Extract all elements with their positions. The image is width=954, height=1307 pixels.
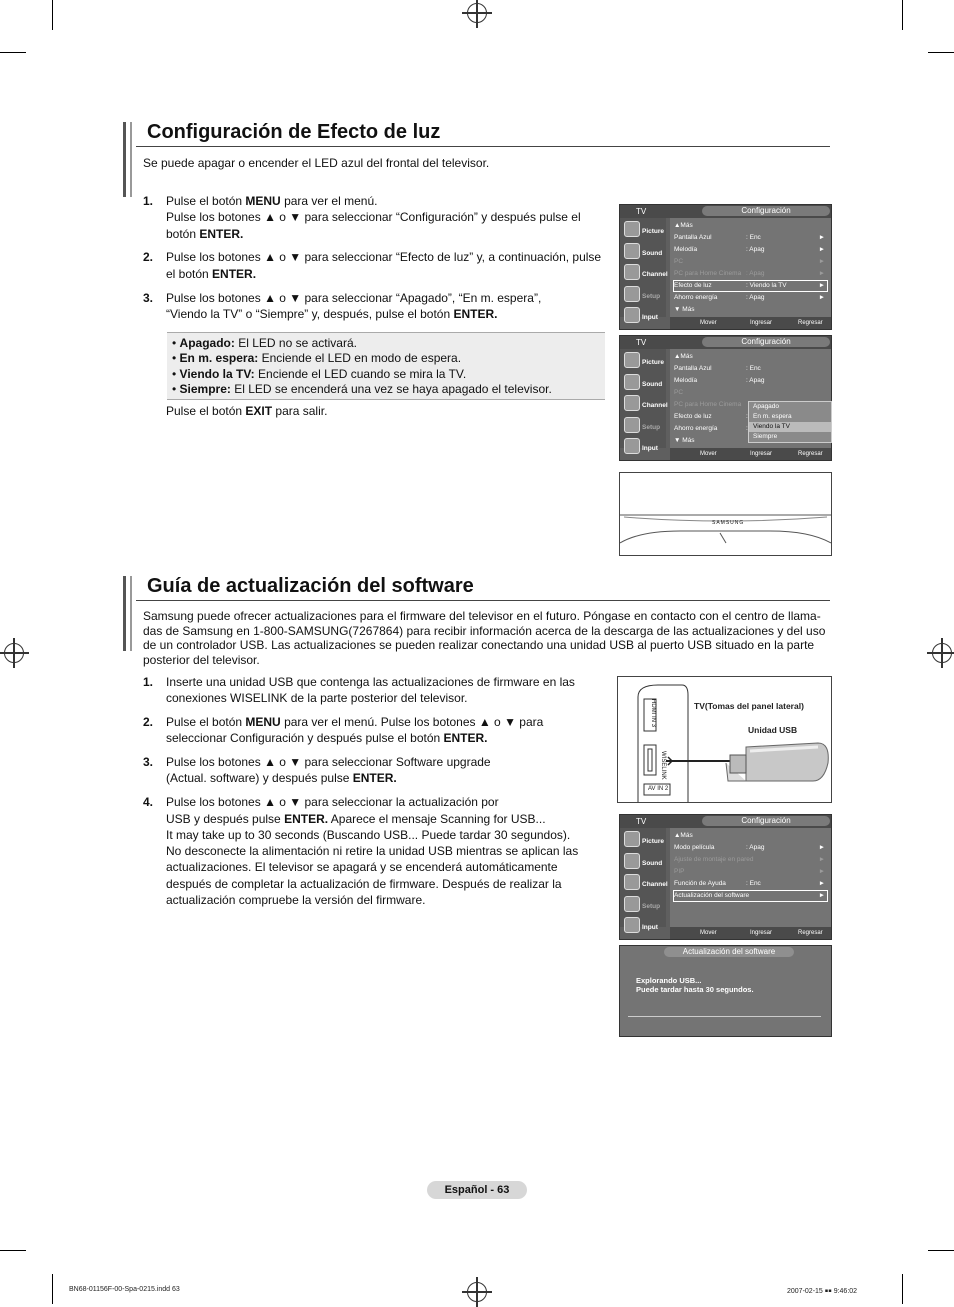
- menu-tab-label: Picture: [642, 359, 665, 366]
- step-line: después de completar la actualización de firmware. Después de realizar la: [166, 876, 562, 891]
- menu-tab-setup: [622, 895, 666, 915]
- menu-tab-sound: [622, 373, 666, 393]
- step-line: conexiones WISELINK de la parte posterior del televisor.: [166, 691, 468, 706]
- picture-icon: [624, 831, 640, 847]
- option-item: En m. espera: [753, 413, 792, 420]
- menu-row-value: : Enc: [746, 880, 761, 887]
- setup-icon: [624, 286, 640, 302]
- menu-tab-label: Input: [642, 445, 658, 452]
- menu-title: Configuración: [702, 337, 830, 347]
- step-line: USB y después pulse ENTER. Aparece el mensaje Scanning for USB...: [166, 811, 546, 826]
- menu-tab-label: Input: [642, 314, 658, 321]
- tv-bezel-illustration: [620, 473, 831, 555]
- step-text: [166, 754, 491, 787]
- menu-body: [670, 349, 831, 448]
- sound-icon: [624, 853, 640, 869]
- section-intro: Se puede apagar o encender el LED azul del frontal del televisor.: [143, 156, 490, 170]
- crop-mark: [52, 1274, 53, 1304]
- menu-sidebar: [620, 218, 668, 321]
- port-label: AV IN 2: [648, 786, 669, 792]
- menu-row-value: : Apag: [746, 294, 765, 301]
- step-number: 2.: [143, 715, 154, 730]
- input-icon: [624, 307, 640, 323]
- step-line: Pulse los botones ▲ o ▼ para seleccionar “Apagado”, “En m. espera”,: [166, 290, 542, 305]
- step-line: el botón ENTER.: [166, 266, 257, 281]
- port-label: WISELINK: [660, 751, 666, 780]
- intro-line: Samsung puede ofrecer actualizaciones para el firmware del televisor en el futuro. Póngase en contacto con el centro de llama-: [143, 609, 821, 623]
- menu-row-label: Melodía: [674, 246, 698, 253]
- note-item: • Apagado: El LED no se activará.: [172, 336, 357, 350]
- note-term: Siempre:: [179, 381, 231, 396]
- menu-row-label: PC: [674, 389, 684, 396]
- menu-row-arrow: ►: [818, 246, 825, 253]
- menu-tab-input: [622, 437, 666, 457]
- note-term: En m. espera:: [179, 351, 259, 366]
- step-text: [166, 714, 543, 747]
- menu-tab-label: Sound: [642, 859, 663, 867]
- menu-tab-label: Channel: [642, 402, 668, 409]
- menu-row-arrow: ►: [818, 880, 825, 887]
- note-item: • Siempre: El LED se encenderá una vez se haya apagado el televisor.: [172, 381, 552, 396]
- channel-icon: [624, 874, 640, 890]
- menu-tab-channel: [622, 263, 666, 283]
- step-line: No desconecte la alimentación ni retire la unidad USB mientras se aplican las: [166, 844, 579, 859]
- tv-menu-screenshot: [619, 814, 832, 940]
- step-line: Pulse los botones ▲ o ▼ para seleccionar la actualización por: [166, 795, 499, 810]
- menu-sidebar: [620, 828, 668, 931]
- menu-tab-label: Setup: [642, 423, 661, 431]
- menu-tab-label: Channel: [642, 271, 668, 278]
- note-term: Apagado:: [179, 336, 235, 350]
- intro-line: posterior del televisor.: [143, 652, 260, 667]
- menu-tab-label: Setup: [642, 292, 661, 300]
- step-number: 3.: [143, 755, 154, 770]
- option-popup: [748, 401, 832, 443]
- channel-icon: [624, 264, 640, 280]
- menu-row-label: ▼ Más: [674, 437, 695, 444]
- tv-panel-label: TV(Tomas del panel lateral): [694, 701, 804, 711]
- menu-tab-label: Input: [642, 924, 658, 931]
- menu-row-label: Melodía: [674, 377, 698, 384]
- menu-row-arrow: ►: [818, 844, 825, 851]
- footer-return: Regresar: [798, 320, 823, 326]
- note-item: • Viendo la TV: Enciende el LED cuando se mira la TV.: [172, 366, 467, 381]
- menu-sidebar: [620, 349, 668, 452]
- usb-drive-label: Unidad USB: [748, 725, 798, 735]
- note-desc: Enciende el LED cuando se mira la TV.: [254, 366, 467, 381]
- menu-row: [674, 233, 827, 243]
- menu-tab-setup: [622, 416, 666, 436]
- usb-illustration: [618, 677, 831, 802]
- menu-row: [674, 269, 827, 279]
- menu-row-value: : Apag: [746, 377, 765, 384]
- note-desc: El LED no se activará.: [234, 336, 357, 350]
- menu-tab-label: Picture: [642, 228, 665, 235]
- menu-row-value: : Apag: [746, 844, 765, 851]
- menu-row: [674, 388, 827, 398]
- section-title: Configuración de Efecto de luz: [147, 121, 441, 143]
- menu-row: [674, 257, 827, 267]
- crop-mark: [0, 52, 26, 53]
- port-label: HDMI IN 3: [650, 699, 656, 728]
- status-line: Explorando USB...: [636, 976, 702, 985]
- menu-row: [674, 352, 827, 362]
- menu-row-label: Función de Ayuda: [674, 880, 726, 887]
- menu-row-label: Ahorro energía: [674, 294, 718, 301]
- software-update-screen: [619, 945, 832, 1037]
- section-bar: [123, 576, 126, 651]
- note-item: • En m. espera: Enciende el LED en modo de espera.: [172, 351, 462, 366]
- menu-title: Configuración: [702, 816, 830, 826]
- menu-row-label: Pantalla Azul: [674, 365, 712, 372]
- menu-row-label: Efecto de luz: [674, 282, 712, 289]
- crop-mark: [902, 0, 903, 30]
- step-line: “Viendo la TV” o “Siempre” y, después, pulse el botón ENTER.: [166, 306, 498, 321]
- crop-mark: [928, 52, 954, 53]
- section-bar: [123, 122, 126, 197]
- menu-row: [674, 364, 827, 374]
- footer-move: Mover: [700, 930, 717, 936]
- step-number: 1.: [143, 675, 154, 689]
- step-text: [166, 249, 601, 282]
- menu-row: [674, 245, 827, 255]
- step-text: [166, 290, 541, 323]
- menu-row-label: PC para Home Cinema: [674, 401, 742, 408]
- step-line: Pulse los botones ▲ o ▼ para seleccionar “Efecto de luz” y, a continuación, pulse: [166, 250, 602, 265]
- menu-source-label: TV: [636, 338, 647, 347]
- menu-row: [674, 867, 827, 877]
- menu-row: [674, 376, 827, 386]
- section-bar: [130, 122, 132, 197]
- registration-mark-icon: [467, 3, 487, 23]
- input-icon: [624, 438, 640, 454]
- menu-tab-sound: [622, 242, 666, 262]
- usb-figure: [617, 676, 832, 803]
- menu-row-label: ▲Más: [674, 222, 693, 229]
- menu-row: [674, 221, 827, 231]
- menu-row-label: Pantalla Azul: [674, 234, 712, 241]
- menu-tab-input: [622, 306, 666, 326]
- option-item: Viendo la TV: [749, 422, 831, 432]
- step-text: [166, 674, 575, 707]
- step-line: actualización compruebe la versión del firmware.: [166, 893, 426, 908]
- menu-tab-label: Channel: [642, 881, 668, 888]
- progress-line: [628, 1016, 821, 1017]
- channel-icon: [624, 395, 640, 411]
- crop-mark: [52, 0, 53, 30]
- menu-row: [674, 891, 827, 901]
- section-bar: [130, 576, 132, 651]
- step-number: 1.: [143, 194, 154, 208]
- menu-row-arrow: ►: [818, 294, 825, 301]
- menu-tab-picture: [622, 220, 666, 240]
- input-icon: [624, 917, 640, 933]
- led-figure: [619, 472, 832, 556]
- setup-icon: [624, 896, 640, 912]
- footer-enter: Ingresar: [750, 451, 773, 457]
- exit-instruction: Pulse el botón EXIT para salir.: [166, 404, 328, 418]
- menu-row-label: Modo película: [674, 844, 715, 851]
- file-info: BN68-01156F-00-Spa-0215.indd 63: [69, 1286, 180, 1293]
- step-text: [166, 794, 578, 908]
- footer-move: Mover: [700, 451, 717, 457]
- step-number: 2.: [143, 250, 154, 265]
- menu-row-value: : Enc: [746, 234, 761, 241]
- menu-tab-label: Setup: [642, 902, 661, 910]
- tv-menu-screenshot: [619, 204, 832, 330]
- sound-icon: [624, 243, 640, 259]
- option-item: Apagado: [753, 403, 780, 410]
- menu-row: [674, 293, 827, 303]
- menu-tab-setup: [622, 285, 666, 305]
- menu-row-label: ▲Más: [674, 353, 693, 360]
- menu-row: [674, 831, 827, 841]
- menu-source-label: TV: [636, 207, 647, 216]
- footer-return: Regresar: [798, 930, 823, 936]
- menu-tab-sound: [622, 852, 666, 872]
- menu-header: [620, 205, 831, 218]
- crop-mark: [902, 1274, 903, 1304]
- menu-tab-channel: [622, 394, 666, 414]
- menu-body: [670, 218, 831, 317]
- menu-row-arrow: ►: [818, 270, 825, 277]
- step-line: actualizaciones. El televisor se apagará y se encenderá automáticamente: [166, 860, 558, 875]
- step-line: (Actual. software) y después pulse ENTER.: [166, 771, 397, 786]
- setup-icon: [624, 417, 640, 433]
- menu-row-label: Actualización del software: [674, 892, 750, 899]
- step-line: Pulse el botón MENU para ver el menú. Pulse los botones ▲ o ▼ para: [166, 715, 544, 730]
- menu-row-arrow: ►: [818, 868, 825, 875]
- menu-row-label: PC: [674, 258, 684, 265]
- menu-tab-label: Sound: [642, 380, 663, 388]
- crop-mark: [0, 1250, 26, 1251]
- menu-row-value: : Apag: [746, 270, 765, 277]
- registration-mark-icon: [932, 643, 952, 663]
- menu-tab-channel: [622, 873, 666, 893]
- section-title: Guía de actualización del software: [147, 575, 474, 597]
- note-desc: El LED se encenderá una vez se haya apagado el televisor.: [230, 381, 552, 396]
- step-line: Pulse los botones ▲ o ▼ para seleccionar “Configuración” y después pulse el: [166, 210, 581, 225]
- menu-row-value: : Viendo la TV: [746, 282, 787, 289]
- menu-footer: [670, 317, 831, 329]
- menu-tab-label: Sound: [642, 249, 663, 257]
- menu-row-value: : Enc: [746, 365, 761, 372]
- registration-mark-icon: [4, 643, 24, 663]
- menu-row-arrow: ►: [818, 282, 825, 289]
- menu-row: [674, 855, 827, 865]
- step-line: botón ENTER.: [166, 226, 244, 241]
- intro-line: das de Samsung en 1-800-SAMSUNG(7267864) para recibir información acerca de la descarga de las actualizaciones y del uso: [143, 623, 826, 638]
- menu-row-label: Efecto de luz: [674, 413, 712, 420]
- menu-row: [674, 305, 827, 315]
- footer-move: Mover: [700, 320, 717, 326]
- step-line: Pulse los botones ▲ o ▼ para seleccionar Software upgrade: [166, 755, 491, 770]
- menu-source-label: TV: [636, 817, 647, 826]
- brand-label: SAMSUNG: [712, 520, 745, 526]
- menu-title: Configuración: [702, 206, 830, 216]
- status-line: Puede tardar hasta 30 segundos.: [636, 985, 754, 994]
- menu-row: [674, 281, 827, 291]
- tv-menu-screenshot: [619, 335, 832, 461]
- menu-header: [620, 336, 831, 349]
- footer-return: Regresar: [798, 451, 823, 457]
- menu-row-arrow: ►: [818, 856, 825, 863]
- menu-tab-picture: [622, 351, 666, 371]
- menu-row-label: PC para Home Cinema: [674, 270, 742, 277]
- step-line: It may take up to 30 seconds (Buscando USB... Puede tardar 30 segundos).: [166, 827, 571, 842]
- menu-row-label: ▼ Más: [674, 306, 695, 313]
- menu-tab-label: Picture: [642, 838, 665, 845]
- page-number: Español - 63: [427, 1181, 527, 1199]
- menu-row-value: : Apag: [746, 246, 765, 253]
- footer-enter: Ingresar: [750, 320, 773, 326]
- menu-footer: [670, 448, 831, 460]
- menu-footer: [670, 927, 831, 939]
- step-line: seleccionar Configuración y después pulse el botón ENTER.: [166, 731, 488, 746]
- screen-title: Actualización del software: [664, 947, 794, 957]
- menu-header: [620, 815, 831, 828]
- menu-row-value: :: [746, 425, 748, 432]
- note-term: Viendo la TV:: [179, 366, 255, 381]
- crop-mark: [928, 1250, 954, 1251]
- picture-icon: [624, 221, 640, 237]
- option-item: Siempre: [753, 433, 778, 440]
- menu-row-label: PIP: [674, 868, 685, 875]
- menu-row: [674, 843, 827, 853]
- step-number: 3.: [143, 290, 154, 305]
- intro-line: de un controlador USB. Las actualizaciones se pueden realizar conectando una unidad USB al puerto USB situado en la parte: [143, 638, 815, 653]
- menu-tab-picture: [622, 830, 666, 850]
- date-info: 2007-02-15 ￭￭ 9:46:02: [787, 1288, 858, 1295]
- step-line: Inserte una unidad USB que contenga las actualizaciones de firmware en las: [166, 675, 575, 689]
- section-rule: [136, 146, 830, 147]
- step-line: Pulse el botón MENU para ver el menú.: [166, 194, 378, 208]
- menu-tab-input: [622, 916, 666, 936]
- registration-mark-icon: [467, 1282, 487, 1302]
- menu-row-label: ▲Más: [674, 832, 693, 839]
- sound-icon: [624, 374, 640, 390]
- section-rule: [136, 600, 830, 601]
- note-desc: Enciende el LED en modo de espera.: [258, 351, 462, 366]
- menu-row-label: Ahorro energía: [674, 425, 718, 432]
- menu-row-value: :: [746, 413, 748, 420]
- menu-row-label: Ajuste de montaje en pared: [674, 856, 754, 863]
- picture-icon: [624, 352, 640, 368]
- step-text: [166, 193, 581, 242]
- footer-enter: Ingresar: [750, 930, 773, 936]
- menu-row: [674, 879, 827, 889]
- menu-row-arrow: ►: [818, 234, 825, 241]
- menu-row-arrow: ►: [818, 892, 825, 899]
- step-number: 4.: [143, 795, 154, 810]
- menu-body: [670, 828, 831, 927]
- menu-row-arrow: ►: [818, 258, 825, 265]
